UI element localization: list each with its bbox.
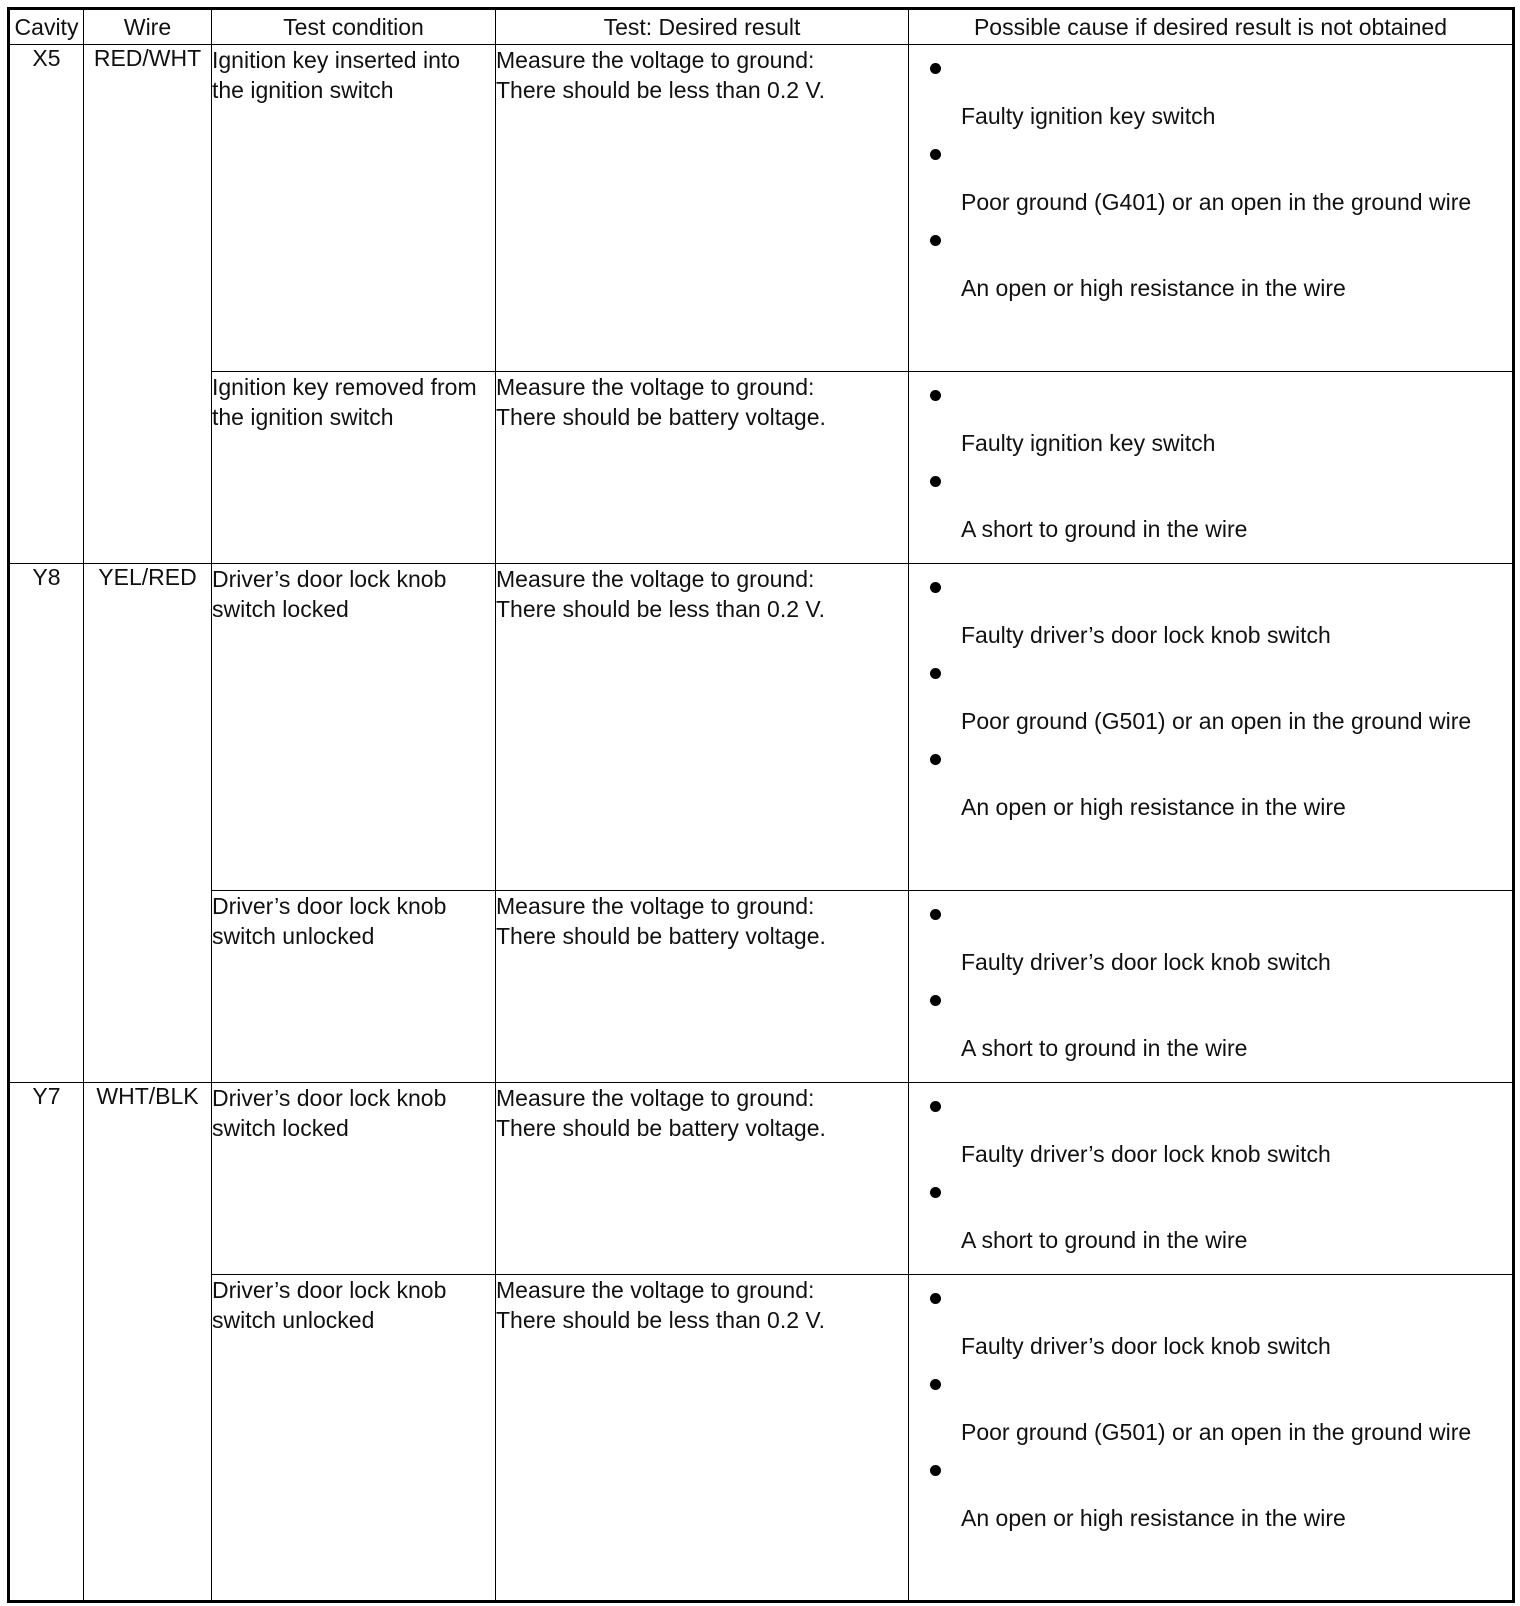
possible-cause-cell — [909, 1083, 1514, 1275]
table-row — [9, 1083, 1514, 1275]
bullet-icon — [930, 1101, 941, 1112]
cause-item — [909, 458, 1512, 544]
cause-item — [909, 1447, 1512, 1533]
desired-result-cell — [496, 1083, 909, 1275]
cause-text: Faulty ignition key switch — [961, 103, 1216, 129]
result-instruction: Measure the voltage to ground: — [496, 566, 815, 592]
test-condition-cell: Driver’s door lock knob switch locked — [212, 564, 496, 891]
cause-text: Faulty driver’s door lock knob switch — [961, 1141, 1331, 1167]
result-expectation: There should be less than 0.2 V. — [496, 1307, 826, 1333]
bullet-icon — [930, 995, 941, 1006]
test-condition-cell: Driver’s door lock knob switch unlocked — [212, 1275, 496, 1602]
cause-text: Poor ground (G501) or an open in the ground wire — [961, 708, 1472, 734]
bullet-icon — [930, 668, 941, 679]
bullet-icon — [930, 909, 941, 920]
cause-item — [909, 891, 1512, 977]
circuit-test-table — [7, 7, 1515, 1603]
table-row — [9, 372, 1514, 564]
test-condition-cell: Driver’s door lock knob switch locked — [212, 1083, 496, 1275]
header-cavity: Cavity — [9, 9, 84, 45]
table-row — [9, 564, 1514, 891]
cause-text: Poor ground (G401) or an open in the ground wire — [961, 189, 1472, 215]
cause-text: Faulty driver’s door lock knob switch — [961, 622, 1331, 648]
cause-text: A short to ground in the wire — [961, 1227, 1248, 1253]
possible-cause-cell — [909, 45, 1514, 372]
result-expectation: There should be less than 0.2 V. — [496, 596, 826, 622]
possible-cause-list — [909, 1275, 1512, 1533]
header-desired-result: Test: Desired result — [496, 9, 909, 45]
header-wire: Wire — [84, 9, 212, 45]
result-instruction: Measure the voltage to ground: — [496, 47, 815, 73]
header-row — [9, 9, 1514, 45]
cause-item — [909, 650, 1512, 736]
result-expectation: There should be battery voltage. — [496, 1115, 826, 1141]
cause-item — [909, 977, 1512, 1063]
cause-text: Faulty ignition key switch — [961, 430, 1216, 456]
cause-item — [909, 1275, 1512, 1361]
bullet-icon — [930, 582, 941, 593]
bullet-icon — [930, 476, 941, 487]
wire-color-cell: WHT/BLK — [84, 1083, 212, 1602]
possible-cause-list — [909, 45, 1512, 303]
cause-text: A short to ground in the wire — [961, 1035, 1248, 1061]
bullet-icon — [930, 1379, 941, 1390]
cause-text: Faulty driver’s door lock knob switch — [961, 949, 1331, 975]
cause-item — [909, 45, 1512, 131]
result-expectation: There should be less than 0.2 V. — [496, 77, 826, 103]
desired-result-cell — [496, 45, 909, 372]
bullet-icon — [930, 1293, 941, 1304]
result-expectation: There should be battery voltage. — [496, 923, 826, 949]
cause-item — [909, 1083, 1512, 1169]
bullet-icon — [930, 1187, 941, 1198]
bullet-icon — [930, 754, 941, 765]
wire-color-cell: YEL/RED — [84, 564, 212, 1083]
cause-text: An open or high resistance in the wire — [961, 275, 1346, 301]
header-possible-cause: Possible cause if desired result is not obtained — [909, 9, 1514, 45]
cause-item — [909, 217, 1512, 303]
wire-color-cell: RED/WHT — [84, 45, 212, 564]
test-condition-cell: Driver’s door lock knob switch unlocked — [212, 891, 496, 1083]
possible-cause-cell — [909, 564, 1514, 891]
possible-cause-list — [909, 372, 1512, 544]
cavity-cell: Y7 — [9, 1083, 84, 1602]
result-instruction: Measure the voltage to ground: — [496, 893, 815, 919]
bullet-icon — [930, 235, 941, 246]
possible-cause-list — [909, 1083, 1512, 1255]
possible-cause-cell — [909, 891, 1514, 1083]
cause-text: An open or high resistance in the wire — [961, 794, 1346, 820]
cause-item — [909, 564, 1512, 650]
possible-cause-list — [909, 891, 1512, 1063]
cause-text: Poor ground (G501) or an open in the ground wire — [961, 1419, 1472, 1445]
result-expectation: There should be battery voltage. — [496, 404, 826, 430]
result-instruction: Measure the voltage to ground: — [496, 1277, 815, 1303]
result-instruction: Measure the voltage to ground: — [496, 1085, 815, 1111]
cause-item — [909, 1361, 1512, 1447]
desired-result-cell — [496, 1275, 909, 1602]
bullet-icon — [930, 1465, 941, 1476]
table-body — [9, 45, 1514, 1602]
bullet-icon — [930, 390, 941, 401]
table-row — [9, 1275, 1514, 1602]
cause-item — [909, 131, 1512, 217]
header-test-condition: Test condition — [212, 9, 496, 45]
table-row — [9, 45, 1514, 372]
possible-cause-cell — [909, 372, 1514, 564]
possible-cause-cell — [909, 1275, 1514, 1602]
cause-item — [909, 372, 1512, 458]
cause-text: A short to ground in the wire — [961, 516, 1248, 542]
cause-item — [909, 1169, 1512, 1255]
table-row — [9, 891, 1514, 1083]
result-instruction: Measure the voltage to ground: — [496, 374, 815, 400]
cavity-cell: Y8 — [9, 564, 84, 1083]
bullet-icon — [930, 63, 941, 74]
possible-cause-list — [909, 564, 1512, 822]
cause-item — [909, 736, 1512, 822]
desired-result-cell — [496, 891, 909, 1083]
cause-text: An open or high resistance in the wire — [961, 1505, 1346, 1531]
cavity-cell: X5 — [9, 45, 84, 564]
cause-text: Faulty driver’s door lock knob switch — [961, 1333, 1331, 1359]
desired-result-cell — [496, 564, 909, 891]
test-condition-cell: Ignition key inserted into the ignition switch — [212, 45, 496, 372]
table-header — [9, 9, 1514, 45]
bullet-icon — [930, 149, 941, 160]
test-condition-cell: Ignition key removed from the ignition switch — [212, 372, 496, 564]
desired-result-cell — [496, 372, 909, 564]
